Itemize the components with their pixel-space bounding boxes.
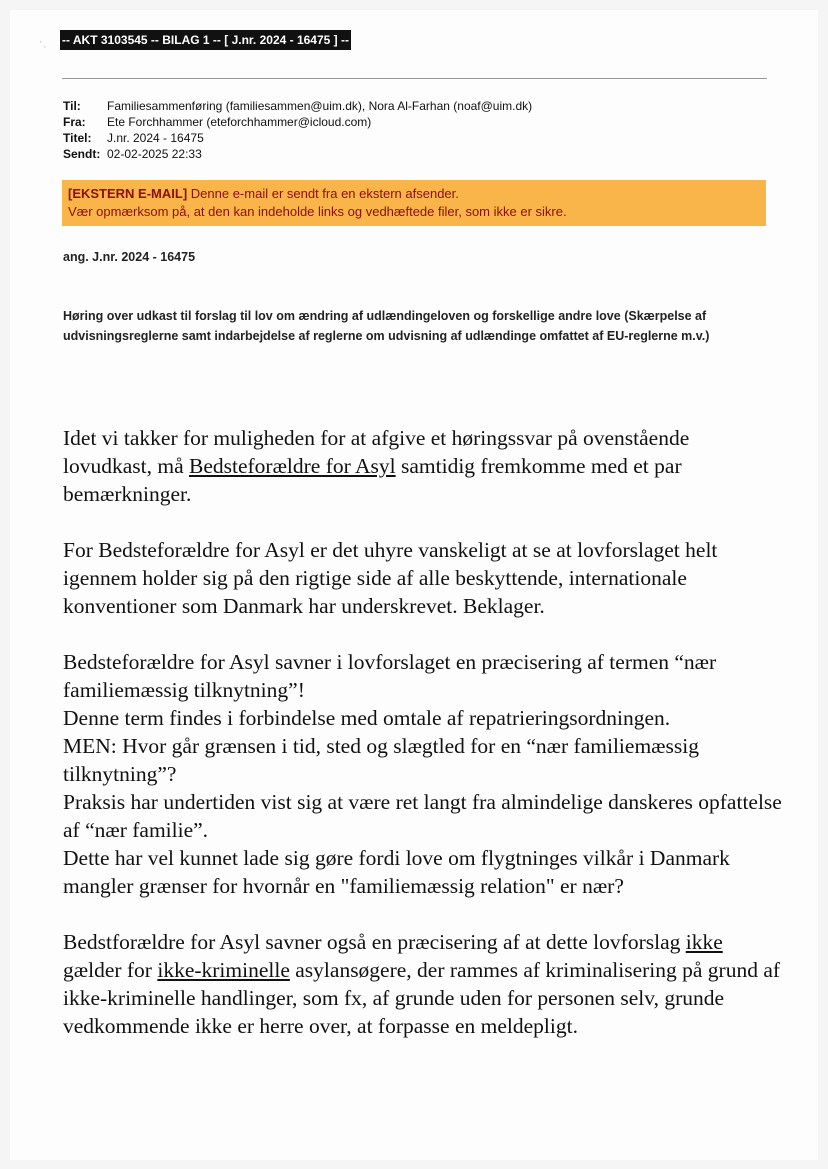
paragraph-2: For Bedsteforældre for Asyl er det uhyre vanskeligt at se at lovforslaget helt igennem holder sig på den rigtige side af alle beskyttende, internationale konventioner som Danmark har underskrevet. Beklager. — [63, 538, 718, 618]
paragraph-4-text: Bedstforældre for Asyl savner også en præcisering af at dette lovforslag — [63, 930, 686, 954]
header-row-title — [63, 130, 532, 146]
case-banner: -- AKT 3103545 -- BILAG 1 -- [ J.nr. 2024 - 16475 ] -- — [60, 30, 351, 50]
underlined-ikke: ikke — [685, 930, 723, 954]
warning-line-1 — [68, 185, 760, 203]
header-value-title: J.nr. 2024 - 16475 — [107, 131, 204, 145]
warning-tag: [EKSTERN E-MAIL] — [68, 186, 188, 201]
paragraph-1 — [63, 424, 783, 508]
reference-line: ang. J.nr. 2024 - 16475 — [63, 250, 196, 264]
header-key: Sendt: — [63, 147, 101, 161]
paragraph-3-line-5: Dette har vel kunnet lade sig gøre fordi love om flygtninges vilkår i Danmark mangler grænser for hvornår en "familiemæssig relation" er nær? — [63, 846, 730, 898]
external-email-warning — [62, 180, 766, 226]
paragraph-1-text: Idet vi takker for muligheden for at afgive et høringssvar på ovenstående lovudkast, må — [63, 426, 690, 478]
header-row-from — [63, 114, 532, 130]
paragraph-4-text-end: asylansøgere, der rammes af kriminalisering på grund af ikke-kriminelle handlinger, som fx, af grunde uden for personen selv, grunde vedkommende ikke er herre over, at forpasse en meldepligt. — [63, 958, 781, 1038]
scan-mark: ' , — [40, 40, 46, 49]
paragraph-3 — [63, 648, 783, 900]
organization-link[interactable]: Bedsteforældre for Asyl — [189, 454, 396, 478]
paragraph-3-line-4: Praksis har undertiden vist sig at være ret langt fra almindelige danskeres opfattelse af “nær familie”. — [63, 790, 782, 842]
header-value-to: Familiesammenføring (familiesammen@uim.dk), Nora Al-Farhan (noaf@uim.dk) — [107, 99, 533, 113]
header-key: Fra: — [63, 115, 86, 129]
header-value-sent: 02-02-2025 22:33 — [107, 147, 202, 161]
paragraph-3-line-1: Bedsteforældre for Asyl savner i lovforslaget en præcisering af termen “nær familiemæssig tilknytning”! — [63, 650, 717, 702]
header-divider — [62, 78, 767, 79]
letter-body — [63, 424, 783, 1068]
paragraph-4 — [63, 928, 783, 1040]
paragraph-3-line-3: MEN: Hvor går grænsen i tid, sted og slægtled for en “nær familiemæssig tilknytning”? — [63, 734, 699, 786]
header-row-to — [63, 98, 532, 114]
underlined-ikke-kriminelle: ikke-kriminelle — [157, 958, 290, 982]
paragraph-4-text-mid: gælder for — [63, 958, 158, 982]
header-row-sent — [63, 146, 532, 162]
header-key: Til: — [63, 99, 81, 113]
warning-line-2: Vær opmærksom på, at den kan indeholde links og vedhæftede filer, som ikke er sikre. — [68, 204, 567, 219]
email-header — [63, 98, 532, 162]
header-value-from: Ete Forchhammer (eteforchhammer@icloud.com) — [107, 115, 372, 129]
warning-text-1: Denne e-mail er sendt fra en ekstern afsender. — [187, 186, 459, 201]
header-key: Titel: — [63, 131, 92, 145]
paragraph-3-line-2: Denne term findes i forbindelse med omtale af repatrieringsordningen. — [63, 706, 671, 730]
subject-line: Høring over udkast til forslag til lov om ændring af udlændingeloven og forskellige andre love (Skærpelse af udvisningsreglerne samt indarbejdelse af reglerne om udvisning af udlændinge omfattet af EU-reglerne m.v.) — [63, 309, 710, 343]
paragraph-1-text-end: samtidig fremkomme med et par bemærkninger. — [63, 454, 682, 506]
